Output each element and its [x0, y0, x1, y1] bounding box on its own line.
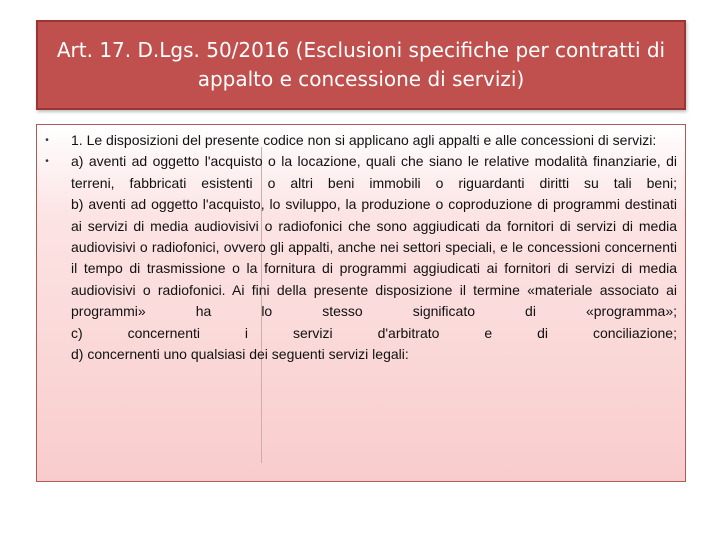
exclusion-paragraph-b: b) aventi ad oggetto l'acquisto, lo sviluppo, la produzione o coproduzione di programmi destinati ai servizi di media audiovisivi o radiofonici che sono aggiudicati da fornitori di servizi di media audiovisivi o radiofonici, ovvero gli appalti, anche nei settori speciali, e le concessioni concernenti il tempo di trasmissione o la fornitura di programmi aggiudicati ai fornitori di servizi di media audiovisivi o radiofonici. Ai fini della presente disposizione il termine «materiale associato ai programmi» ha lo stesso significato di «programma»;: [71, 196, 677, 320]
slide-title: Art. 17. D.Lgs. 50/2016 (Esclusioni specifiche per contratti di appalto e concessione di servizi): [56, 38, 666, 91]
slide-title-box: [36, 20, 686, 110]
bullet-dot-icon: •: [45, 156, 49, 168]
bullet-dot-icon: •: [45, 135, 49, 146]
exclusion-paragraph-a: a) aventi ad oggetto l'acquisto o la locazione, quali che siano le relative modalità finanziarie, di terreni, fabbricati esistenti o altri beni immobili o riguardanti diritti su tali beni;: [71, 153, 677, 191]
slide-content-box: [36, 124, 686, 482]
bullet-list: [37, 130, 687, 365]
exclusion-paragraph-c: c) concernenti i servizi d'arbitrato e di conciliazione;: [71, 324, 677, 341]
exclusion-paragraph-d: d) concernenti uno qualsiasi dei seguenti servizi legali:: [71, 346, 409, 363]
bullet-text-intro: 1. Le disposizioni del presente codice non si applicano agli appalti e alle concessioni di servizi:: [71, 132, 657, 148]
bullet-item-exclusions: [37, 151, 687, 365]
bullet-item-intro: [37, 130, 687, 151]
